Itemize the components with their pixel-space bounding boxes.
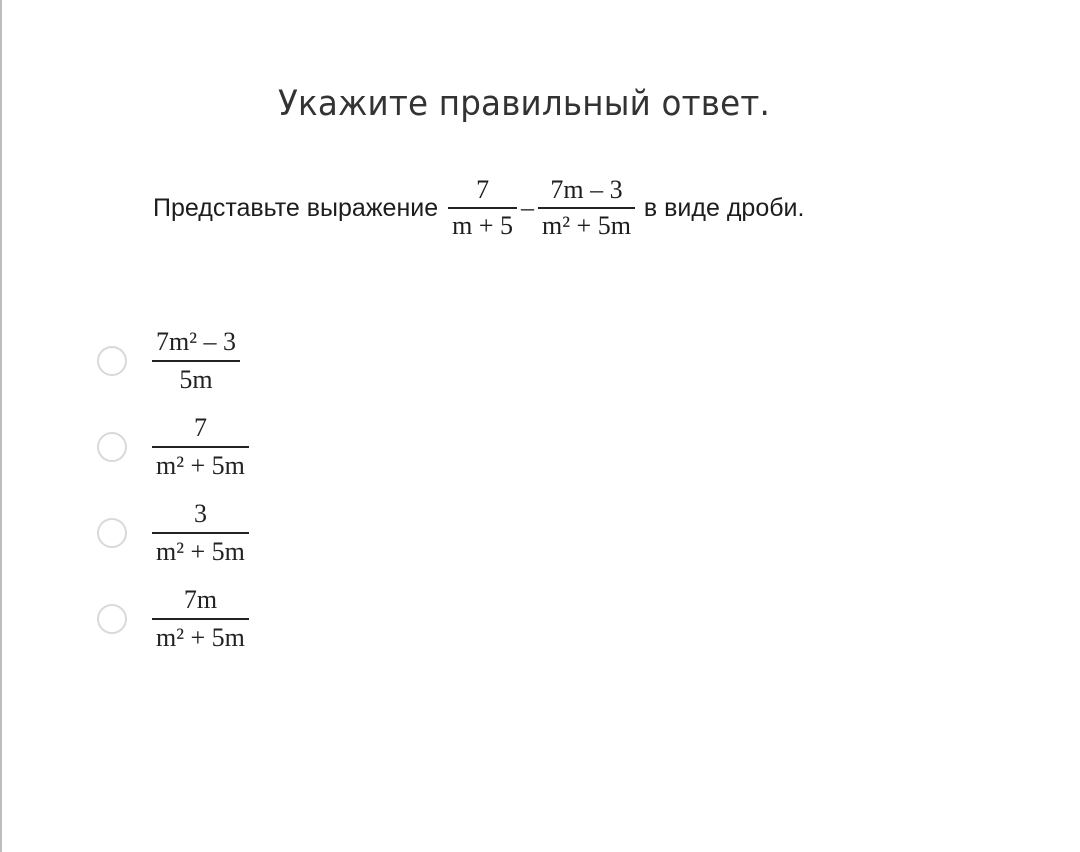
minus-operator: – — [521, 193, 535, 222]
fraction-denominator: m + 5 — [452, 210, 514, 240]
fraction-denominator: 5m — [179, 364, 213, 394]
window-left-border — [0, 0, 2, 852]
fraction-denominator: m² + 5m — [542, 210, 631, 240]
answer-option-4[interactable] — [96, 576, 252, 662]
radio-button[interactable] — [97, 518, 127, 548]
fraction-denominator: m² + 5m — [156, 450, 245, 480]
fraction-denominator: m² + 5m — [156, 536, 245, 566]
fraction-numerator: 7m² – 3 — [156, 327, 237, 357]
fraction-denominator: m² + 5m — [156, 622, 245, 652]
page-title: Укажите правильный ответ. — [278, 84, 770, 124]
question-prefix: Представьте выражение — [153, 193, 439, 222]
question-fraction-2 — [538, 173, 635, 243]
answer-option-1[interactable] — [96, 318, 252, 404]
fraction-numerator: 7m — [183, 585, 218, 615]
answer-fraction — [152, 324, 240, 398]
answer-fraction — [152, 410, 249, 484]
question — [153, 168, 804, 248]
fraction-numerator: 7 — [193, 413, 207, 443]
answer-options — [96, 318, 252, 662]
answer-option-2[interactable] — [96, 404, 252, 490]
radio-button[interactable] — [97, 432, 127, 462]
answer-option-3[interactable] — [96, 490, 252, 576]
answer-fraction — [152, 582, 249, 656]
radio-button[interactable] — [97, 346, 127, 376]
fraction-numerator: 7 — [476, 175, 490, 205]
answer-fraction — [152, 496, 249, 570]
question-suffix: в виде дроби. — [643, 193, 805, 222]
question-fraction-1 — [448, 173, 517, 243]
radio-button[interactable] — [97, 604, 127, 634]
fraction-numerator: 7m – 3 — [550, 175, 623, 205]
fraction-numerator: 3 — [193, 499, 207, 529]
